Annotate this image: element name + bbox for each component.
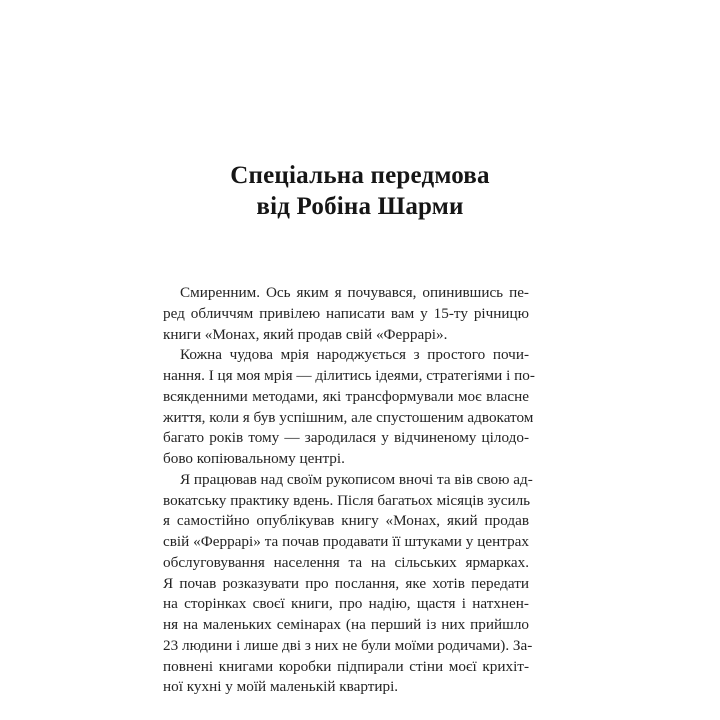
chapter-title-line-1: Спеціальна передмова	[230, 162, 490, 189]
paragraph-3	[163, 470, 533, 698]
paragraph-2	[163, 345, 535, 470]
paragraph-1	[163, 283, 529, 345]
text-line: бово копіювальному центрі.	[163, 450, 345, 467]
text-line: обслуговування населення та на сільських ярмарках.	[163, 553, 529, 571]
text-line: ної кухні у моїй маленькій квартирі.	[163, 678, 399, 696]
text-line: Смиренним. Ось яким я почувався, опинившись пе-	[180, 284, 529, 301]
text-line: життя, коли я був успішним, але спустошеним адвокатом	[163, 408, 534, 426]
text-line: книги «Монах, який продав свій «Феррарі».	[163, 325, 448, 343]
text-line: нання. І ця моя мрія — ділитись ідеями, стратегіями і по-	[163, 367, 535, 384]
text-line: всякденними методами, які трансформували моє власне	[163, 387, 529, 405]
text-line: повнені книгами коробки підпирали стіни моєї крихіт-	[163, 657, 529, 675]
text-line: я самостійно опублікував книгу «Монах, який продав	[163, 512, 529, 530]
text-line: на сторінках своєї книги, про надію, щастя і натхнен-	[163, 595, 529, 613]
text-line: 23 людини і лише дві з них не були моїми родичами). За-	[163, 636, 533, 654]
text-line: ред обличчям привілею написати вам у 15-ту річницю	[163, 304, 529, 322]
body-text	[163, 283, 535, 698]
text-line: багато років тому — зародилася у відчиненому цілодо-	[163, 429, 529, 447]
text-line: Кожна чудова мрія народжується з простого почи-	[180, 346, 529, 364]
text-line: ня на маленьких семінарах (на перший із них прийшло	[163, 616, 529, 633]
chapter-title	[0, 160, 720, 222]
text-line: Я працював над своїм рукописом вночі та вів свою ад-	[180, 470, 533, 488]
text-line: Я почав розказувати про послання, яке хотів передати	[163, 574, 529, 592]
text-line: свій «Феррарі» та почав продавати її штуками у центрах	[163, 533, 529, 550]
text-line: вокатську практику вдень. Після багатьох місяців зусиль	[163, 491, 531, 509]
chapter-title-line-2: від Робіна Шарми	[256, 193, 464, 220]
